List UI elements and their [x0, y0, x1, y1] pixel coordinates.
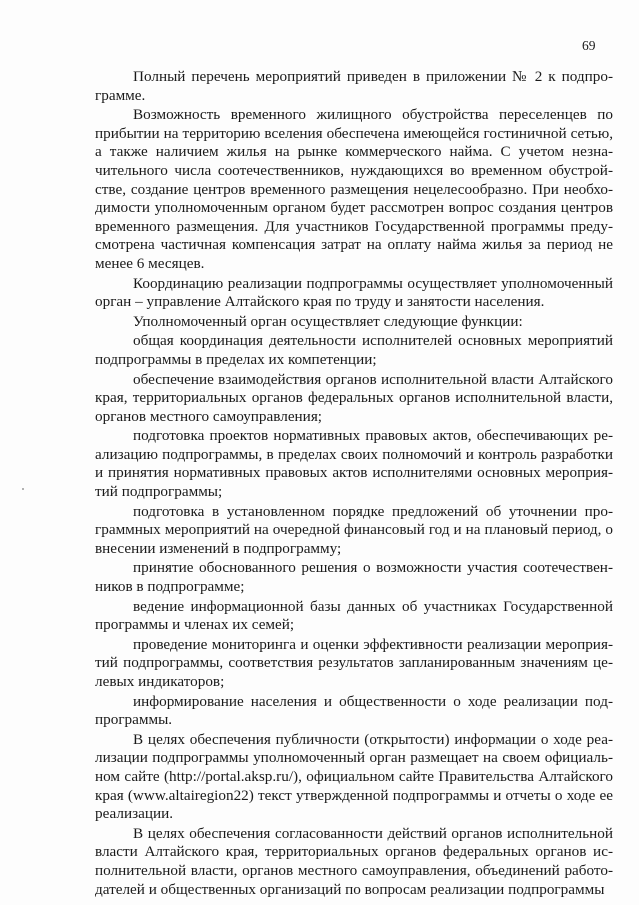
scan-artifact-dot [22, 488, 24, 490]
paragraph-12: информирование населения и общественности о ходе реализации подпрограммы. [95, 692, 613, 729]
paragraph-2: Возможность временного жилищного обустройства переселенцев по прибытии на территорию вселения обеспечена имеющейся гостиничной сетью, а также наличием жилья на рынке коммерческого найма. С учетом незначительного числа соотечественников, нуждающихся во временном обустройстве, создание центров временного размещения нецелесообразно. При необходимости уполномоченным органом будет рассмотрен вопрос создания центров временного размещения. Для участников Государственной программы предусмотрена частичная компенсация затрат на оплату найма жилья за период не менее 6 месяцев. [95, 106, 613, 272]
paragraph-3: Координацию реализации подпрограммы осуществляет уполномоченный орган – управление Алтайского края по труду и занятости населения. [95, 274, 613, 311]
paragraph-7: подготовка проектов нормативных правовых актов, обеспечивающих реализацию подпрограммы, в пределах своих полномочий и контроль разработки и принятия нормативных правовых актов исполнителями основных мероприятий подпрограммы; [95, 427, 613, 501]
paragraph-13: В целях обеспечения публичности (открытости) информации о ходе реализации подпрограммы уполномоченный орган размещает на своем официальном сайте (http://portal.aksp.ru/), официальном сайте Правительства Алтайского края (www.altairegion22) текст утвержденной подпрограммы и отчеты о ходе ее реализации. [95, 730, 613, 823]
paragraph-4: Уполномоченный орган осуществляет следующие функции: [133, 312, 523, 330]
paragraph-6: обеспечение взаимодействия органов исполнительной власти Алтайского края, территориальных органов федеральных органов исполнительной власти, органов местного самоуправления; [95, 370, 613, 425]
paragraph-8: подготовка в установленном порядке предложений об уточнении программных мероприятий на очередной финансовый год и на плановый период, о внесении изменений в подпрограмму; [95, 502, 613, 557]
paragraph-11: проведение мониторинга и оценки эффективности реализации мероприятий подпрограммы, соответствия результатов запланированным значениям целевых индикаторов; [95, 635, 613, 690]
paragraph-1: Полный перечень мероприятий приведен в приложении № 2 к подпрограмме. [95, 68, 613, 104]
paragraph-14: В целях обеспечения согласованности действий органов исполнительной власти Алтайского края, территориальных органов федеральных органов исполнительной власти, органов местного самоуправления, объединений работодателей и общественных организаций по вопросам реализации подпрограммы [95, 824, 613, 898]
paragraph-10: ведение информационной базы данных об участниках Государственной программы и членах их семей; [95, 597, 613, 634]
paragraph-5: общая координация деятельности исполнителей основных мероприятий подпрограммы в пределах их компетенции; [95, 332, 613, 368]
document-body [95, 68, 613, 898]
page-number: 69 [582, 38, 596, 53]
paragraph-9: принятие обоснованного решения о возможности участия соотечественников в подпрограмме; [95, 559, 613, 596]
